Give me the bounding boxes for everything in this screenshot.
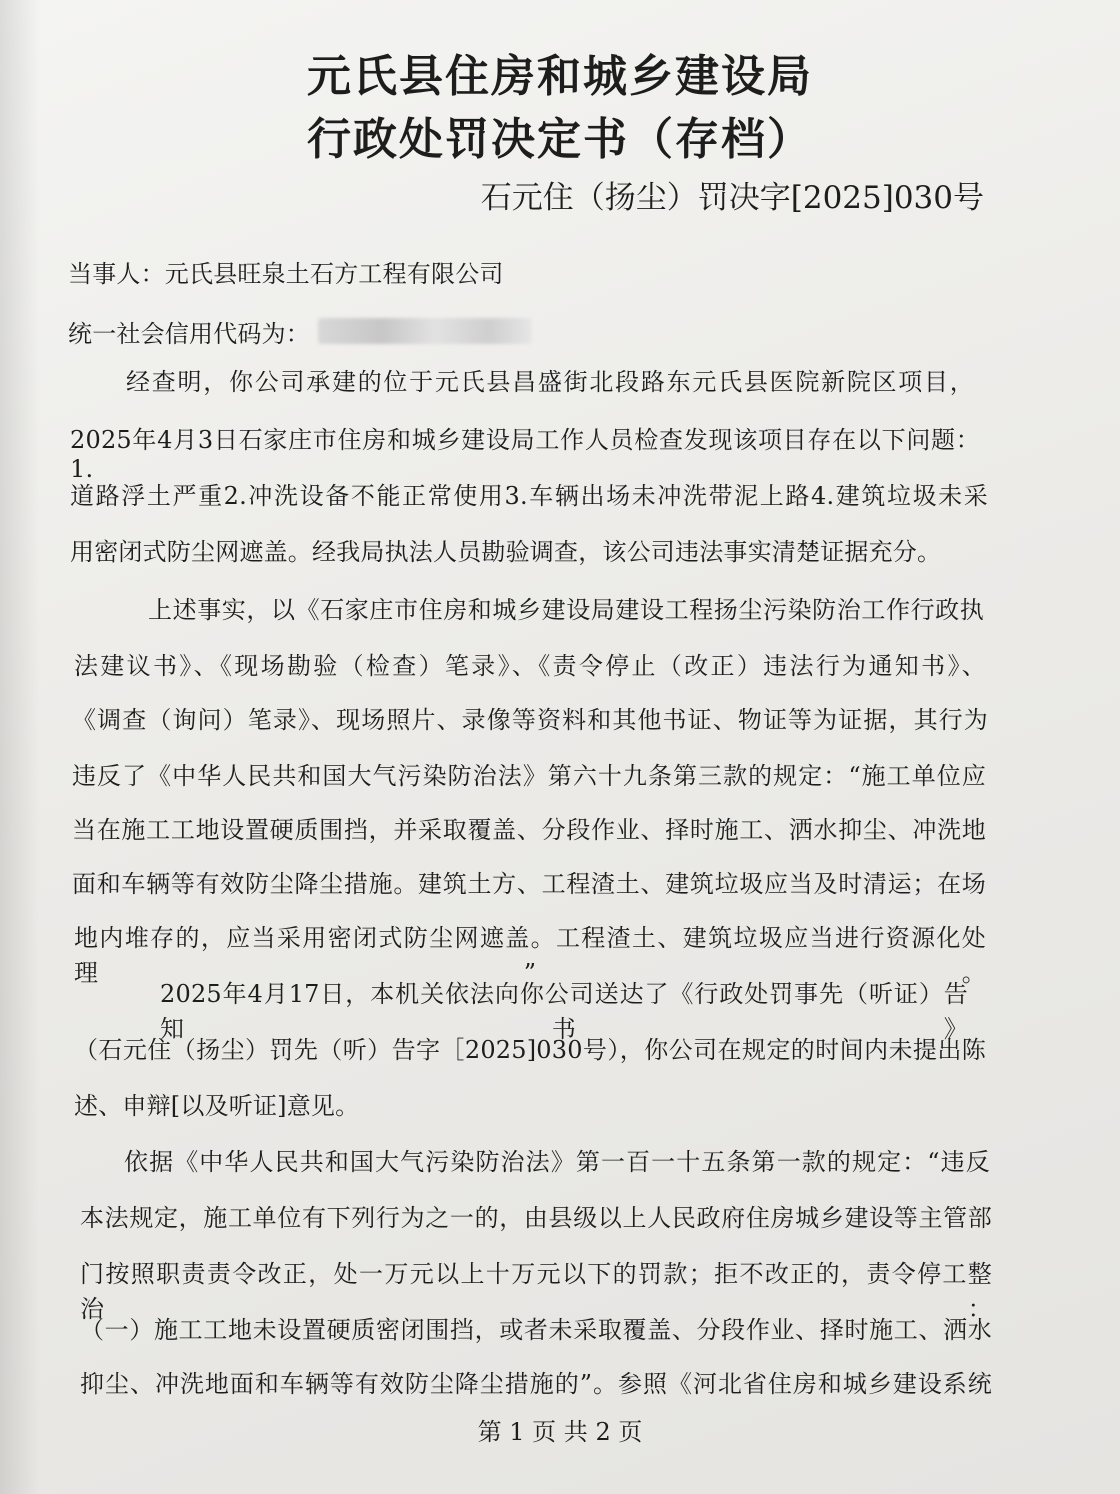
party-name: 当事人：元氏县旺泉土石方工程有限公司: [68, 260, 504, 288]
credit-code-label: 统一社会信用代码为：: [68, 320, 310, 348]
body-line: 违反了《中华人民共和国大气污染防治法》第六十九条第三款的规定：“施工单位应: [72, 762, 986, 790]
body-line: （石元住（扬尘）罚先（听）告字［2025]030号），你公司在规定的时间内未提出陈: [74, 1036, 986, 1064]
body-line: 2025年4月3日石家庄市住房和城乡建设局工作人员检查发现该项目存在以下问题：1.: [70, 426, 980, 483]
body-line: 用密闭式防尘网遮盖。经我局执法人员勘验调查，该公司违法事实清楚证据充分。: [70, 538, 942, 566]
body-line: 抑尘、冲洗地面和车辆等有效防尘降尘措施的”。参照《河北省住房和城乡建设系统: [80, 1370, 992, 1398]
body-line: 当在施工工地设置硬质围挡，并采取覆盖、分段作业、择时施工、洒水抑尘、冲洗地: [72, 816, 986, 844]
document-number: 石元住（扬尘）罚决字[2025]030号: [480, 180, 984, 216]
body-line: 述、申辩[以及听证]意见。: [74, 1092, 360, 1120]
document-title-line2: 行政处罚决定书（存档）: [307, 114, 813, 165]
body-line: 上述事实，以《石家庄市住房和城乡建设局建设工程扬尘污染防治工作行政执: [148, 596, 984, 624]
body-line: 经查明，你公司承建的位于元氏县昌盛街北段路东元氏县医院新院区项目，: [126, 368, 974, 396]
page-footer: 第 1 页 共 2 页: [477, 1418, 643, 1446]
body-line: 地内堆存的，应当采用密闭式防尘网遮盖。工程渣土、建筑垃圾应当进行资源化处理”。: [74, 924, 986, 987]
body-line: 《调查（询问）笔录》、现场照片、录像等资料和其他书证、物证等为证据，其行为: [72, 706, 988, 734]
document-title-line1: 元氏县住房和城乡建设局: [307, 51, 813, 102]
body-line: 本法规定，施工单位有下列行为之一的，由县级以上人民政府住房城乡建设等主管部: [80, 1204, 992, 1232]
body-line: （一）施工工地未设置硬质密闭围挡，或者未采取覆盖、分段作业、择时施工、洒水: [80, 1316, 992, 1344]
body-line: 2025年4月17日，本机关依法向你公司送达了《行政处罚事先（听证）告知书》: [160, 980, 968, 1043]
body-line: 法建议书》、《现场勘验（检查）笔录》、《责令停止（改正）违法行为通知书》、: [74, 652, 986, 680]
redacted-credit-code: [318, 318, 532, 344]
body-line: 依据《中华人民共和国大气污染防治法》第一百一十五条第一款的规定：“违反: [124, 1148, 990, 1176]
page-shadow: [0, 0, 40, 1494]
body-line: 面和车辆等有效防尘降尘措施。建筑土方、工程渣土、建筑垃圾应当及时清运；在场: [72, 870, 986, 898]
body-line: 门按照职责责令改正，处一万元以上十万元以下的罚款；拒不改正的，责令停工整治：: [80, 1260, 992, 1323]
body-line: 道路浮土严重2.冲洗设备不能正常使用3.车辆出场未冲洗带泥上路4.建筑垃圾未采: [70, 482, 988, 510]
